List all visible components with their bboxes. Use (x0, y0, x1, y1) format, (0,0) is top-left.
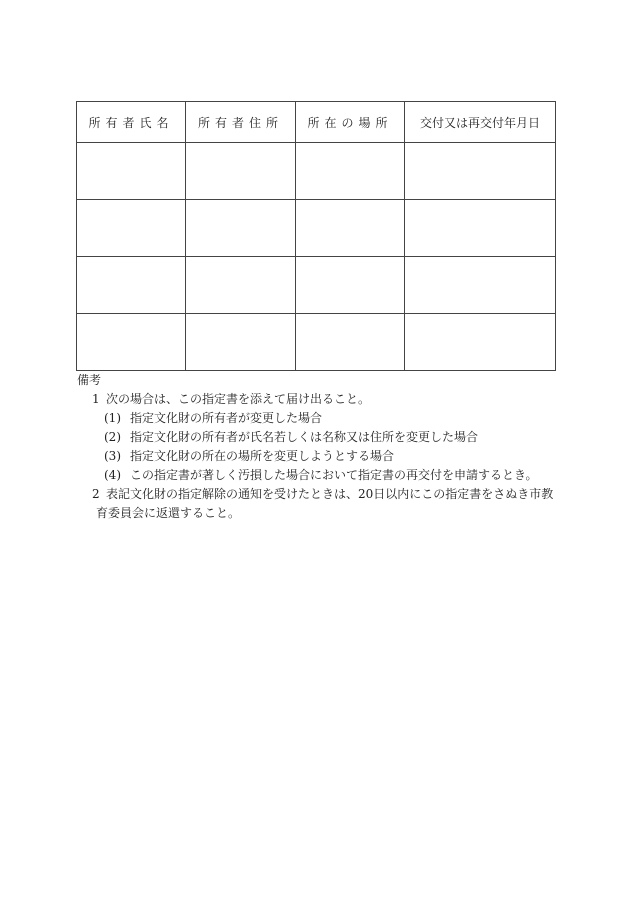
note-subitem-2 (104, 430, 478, 444)
header-owner-address: 所有者住所 (186, 102, 296, 143)
note-item-2-continuation: 育委員会に返還すること。 (96, 506, 241, 520)
table-row (77, 314, 556, 371)
table-cell (186, 314, 296, 371)
table-cell (77, 257, 186, 314)
note-item-2 (92, 487, 553, 501)
note-number: (1) (104, 411, 121, 425)
note-text: 指定文化財の所有者が氏名若しくは名称又は住所を変更した場合 (130, 430, 479, 444)
table-cell (77, 200, 186, 257)
note-number: 1 (92, 392, 100, 406)
table-cell (405, 200, 556, 257)
note-text: 次の場合は、この指定書を添えて届け出ること。 (106, 392, 371, 406)
table-header-row (77, 102, 556, 143)
table-row (77, 200, 556, 257)
table-row (77, 257, 556, 314)
table-cell (296, 143, 405, 200)
note-text: 指定文化財の所在の場所を変更しようとする場合 (130, 449, 395, 463)
table-row (77, 143, 556, 200)
table-cell (296, 257, 405, 314)
note-subitem-1 (104, 411, 322, 425)
note-subitem-3 (104, 449, 394, 463)
note-text: この指定書が著しく汚損した場合において指定書の再交付を申請するとき。 (130, 468, 538, 482)
table-cell (186, 257, 296, 314)
table-cell (405, 257, 556, 314)
table-cell (296, 314, 405, 371)
header-issue-date: 交付又は再交付年月日 (405, 102, 556, 143)
note-text: 表記文化財の指定解除の通知を受けたときは、20日以内にこの指定書をさぬき市教 (106, 487, 554, 501)
table-cell (296, 200, 405, 257)
note-text: 指定文化財の所有者が変更した場合 (130, 411, 323, 425)
header-location: 所在の場所 (296, 102, 405, 143)
table-cell (405, 143, 556, 200)
header-owner-name: 所有者氏名 (77, 102, 186, 143)
table-cell (186, 200, 296, 257)
owner-record-table (76, 101, 556, 371)
note-number: 2 (92, 487, 100, 501)
table-cell (77, 314, 186, 371)
notes-title: 備考 (77, 373, 102, 387)
note-number: (2) (104, 430, 121, 444)
note-number: (4) (104, 468, 121, 482)
table-cell (405, 314, 556, 371)
table-cell (186, 143, 296, 200)
note-subitem-4 (104, 468, 538, 482)
note-number: (3) (104, 449, 121, 463)
table-cell (77, 143, 186, 200)
note-item-1 (92, 392, 370, 406)
